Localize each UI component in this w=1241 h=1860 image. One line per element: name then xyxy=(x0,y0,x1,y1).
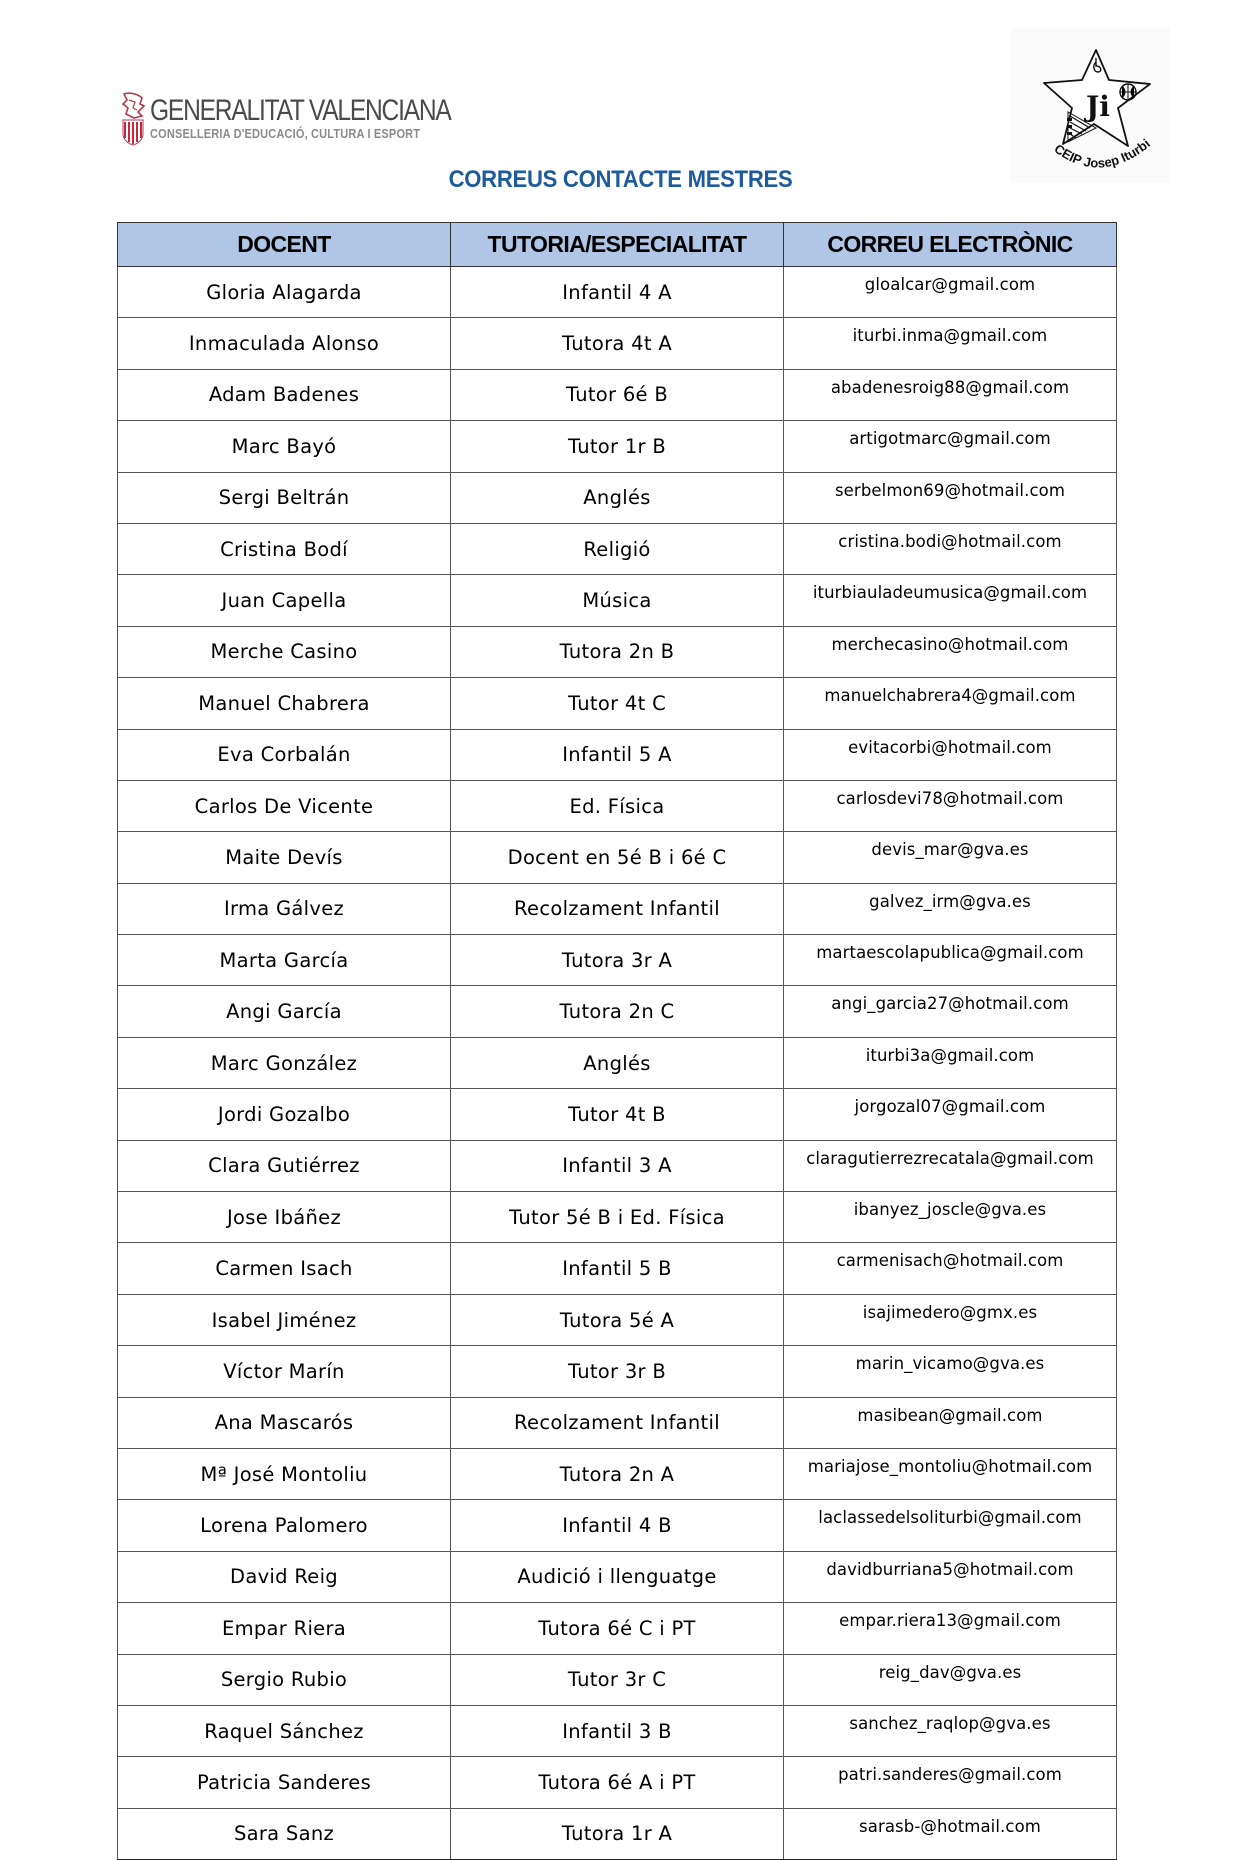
teacher-email[interactable]: gloalcar@gmail.com xyxy=(784,267,1117,318)
teacher-name: Jordi Gozalbo xyxy=(118,1089,451,1140)
table-row xyxy=(118,421,1117,472)
teacher-email[interactable]: artigotmarc@gmail.com xyxy=(784,421,1117,472)
teacher-email[interactable]: jorgozal07@gmail.com xyxy=(784,1089,1117,1140)
table-row xyxy=(118,1603,1117,1654)
teacher-name: David Reig xyxy=(118,1551,451,1602)
teacher-role: Ed. Física xyxy=(451,780,784,831)
column-header-correu: CORREU ELECTRÒNIC xyxy=(784,223,1117,267)
school-name: CEIP Josep Iturbi xyxy=(1051,135,1153,171)
teacher-role: Recolzament Infantil xyxy=(451,1397,784,1448)
teacher-role: Tutor 3r B xyxy=(451,1346,784,1397)
generalitat-logo xyxy=(120,92,451,148)
teacher-email[interactable]: devis_mar@gva.es xyxy=(784,832,1117,883)
teacher-role: Tutora 4t A xyxy=(451,318,784,369)
teacher-name: Víctor Marín xyxy=(118,1346,451,1397)
teacher-role: Religió xyxy=(451,523,784,574)
teacher-name: Lorena Palomero xyxy=(118,1500,451,1551)
teacher-role: Tutor 4t B xyxy=(451,1089,784,1140)
teacher-role: Infantil 3 B xyxy=(451,1705,784,1756)
teacher-email[interactable]: angi_garcia27@hotmail.com xyxy=(784,986,1117,1037)
teacher-email[interactable]: galvez_irm@gva.es xyxy=(784,883,1117,934)
teacher-role: Docent en 5é B i 6é C xyxy=(451,832,784,883)
teacher-role: Infantil 5 A xyxy=(451,729,784,780)
teacher-email[interactable]: sarasb-@hotmail.com xyxy=(784,1808,1117,1859)
teacher-email[interactable]: carlosdevi78@hotmail.com xyxy=(784,780,1117,831)
page-title: CORREUS CONTACTE MESTRES xyxy=(448,166,793,193)
table-row xyxy=(118,1808,1117,1859)
org-subtitle: CONSELLERIA D'EDUCACIÓ, CULTURA I ESPORT xyxy=(150,127,421,141)
table-row xyxy=(118,935,1117,986)
table-row xyxy=(118,780,1117,831)
table-row xyxy=(118,472,1117,523)
teacher-name: Carmen Isach xyxy=(118,1243,451,1294)
teacher-email[interactable]: ibanyez_joscle@gva.es xyxy=(784,1192,1117,1243)
teacher-name: Ana Mascarós xyxy=(118,1397,451,1448)
teacher-name: Mª José Montoliu xyxy=(118,1448,451,1499)
teacher-email[interactable]: isajimedero@gmx.es xyxy=(784,1294,1117,1345)
teacher-role: Tutora 2n A xyxy=(451,1448,784,1499)
org-name: GENERALITAT VALENCIANA xyxy=(150,94,451,127)
teacher-email[interactable]: serbelmon69@hotmail.com xyxy=(784,472,1117,523)
table-row xyxy=(118,1140,1117,1191)
teacher-role: Tutor 6é B xyxy=(451,369,784,420)
teacher-role: Audició i llenguatge xyxy=(451,1551,784,1602)
table-row xyxy=(118,369,1117,420)
teacher-email[interactable]: reig_dav@gva.es xyxy=(784,1654,1117,1705)
teacher-role: Música xyxy=(451,575,784,626)
teacher-name: Sergi Beltrán xyxy=(118,472,451,523)
table-row xyxy=(118,267,1117,318)
table-row xyxy=(118,883,1117,934)
school-monogram: Ji xyxy=(1086,90,1110,123)
teacher-name: Cristina Bodí xyxy=(118,523,451,574)
table-header-row xyxy=(118,223,1117,267)
table-row xyxy=(118,986,1117,1037)
teacher-role: Tutora 1r A xyxy=(451,1808,784,1859)
table-row xyxy=(118,1705,1117,1756)
teacher-role: Anglés xyxy=(451,1037,784,1088)
table-row xyxy=(118,1551,1117,1602)
teacher-role: Tutor 1r B xyxy=(451,421,784,472)
teacher-email[interactable]: evitacorbi@hotmail.com xyxy=(784,729,1117,780)
teacher-email[interactable]: claragutierrezrecatala@gmail.com xyxy=(784,1140,1117,1191)
crest-icon xyxy=(120,92,146,146)
table-row xyxy=(118,575,1117,626)
school-logo xyxy=(1010,28,1170,183)
teacher-email[interactable]: patri.sanderes@gmail.com xyxy=(784,1757,1117,1808)
table-row xyxy=(118,729,1117,780)
table-row xyxy=(118,1192,1117,1243)
table-row xyxy=(118,832,1117,883)
teacher-name: Eva Corbalán xyxy=(118,729,451,780)
teacher-name: Merche Casino xyxy=(118,626,451,677)
teacher-role: Tutora 2n B xyxy=(451,626,784,677)
teacher-name: Empar Riera xyxy=(118,1603,451,1654)
table-row xyxy=(118,678,1117,729)
teacher-name: Maite Devís xyxy=(118,832,451,883)
teacher-email[interactable]: merchecasino@hotmail.com xyxy=(784,626,1117,677)
table-row xyxy=(118,1654,1117,1705)
table-row xyxy=(118,1089,1117,1140)
teacher-name: Carlos De Vicente xyxy=(118,780,451,831)
table-row xyxy=(118,1448,1117,1499)
teacher-role: Anglés xyxy=(451,472,784,523)
table-row xyxy=(118,318,1117,369)
teacher-role: Infantil 4 B xyxy=(451,1500,784,1551)
teacher-role: Tutor 4t C xyxy=(451,678,784,729)
table-row xyxy=(118,1243,1117,1294)
teacher-role: Tutora 2n C xyxy=(451,986,784,1037)
teacher-name: Sara Sanz xyxy=(118,1808,451,1859)
teacher-role: Tutora 5é A xyxy=(451,1294,784,1345)
teacher-email[interactable]: abadenesroig88@gmail.com xyxy=(784,369,1117,420)
table-row xyxy=(118,1037,1117,1088)
teacher-email[interactable]: manuelchabrera4@gmail.com xyxy=(784,678,1117,729)
teacher-role: Infantil 5 B xyxy=(451,1243,784,1294)
teacher-role: Recolzament Infantil xyxy=(451,883,784,934)
teacher-name: Raquel Sánchez xyxy=(118,1705,451,1756)
contacts-table xyxy=(117,222,1117,1860)
column-header-docent: DOCENT xyxy=(118,223,451,267)
table-row xyxy=(118,523,1117,574)
table-row xyxy=(118,1500,1117,1551)
teacher-email[interactable]: iturbi3a@gmail.com xyxy=(784,1037,1117,1088)
teacher-name: Jose Ibáñez xyxy=(118,1192,451,1243)
teacher-role: Tutora 3r A xyxy=(451,935,784,986)
teacher-name: Isabel Jiménez xyxy=(118,1294,451,1345)
star-emblem-icon xyxy=(1010,28,1170,183)
teacher-name: Angi García xyxy=(118,986,451,1037)
teacher-name: Sergio Rubio xyxy=(118,1654,451,1705)
teacher-email[interactable]: iturbi.inma@gmail.com xyxy=(784,318,1117,369)
teacher-name: Gloria Alagarda xyxy=(118,267,451,318)
teacher-email[interactable]: marin_vicamo@gva.es xyxy=(784,1346,1117,1397)
teacher-role: Tutor 3r C xyxy=(451,1654,784,1705)
teacher-email[interactable]: iturbiauladeumusica@gmail.com xyxy=(784,575,1117,626)
teacher-email[interactable]: cristina.bodi@hotmail.com xyxy=(784,523,1117,574)
table-row xyxy=(118,1757,1117,1808)
teacher-role: Tutora 6é C i PT xyxy=(451,1603,784,1654)
teacher-email[interactable]: martaescolapublica@gmail.com xyxy=(784,935,1117,986)
teacher-name: Marc Bayó xyxy=(118,421,451,472)
teacher-role: Infantil 4 A xyxy=(451,267,784,318)
teacher-name: Manuel Chabrera xyxy=(118,678,451,729)
teacher-role: Tutor 5é B i Ed. Física xyxy=(451,1192,784,1243)
teacher-name: Marta García xyxy=(118,935,451,986)
teacher-role: Tutora 6é A i PT xyxy=(451,1757,784,1808)
table-row xyxy=(118,626,1117,677)
teacher-email[interactable]: davidburriana5@hotmail.com xyxy=(784,1551,1117,1602)
teacher-name: Inmaculada Alonso xyxy=(118,318,451,369)
teacher-name: Irma Gálvez xyxy=(118,883,451,934)
column-header-tutoria: TUTORIA/ESPECIALITAT xyxy=(451,223,784,267)
teacher-name: Clara Gutiérrez xyxy=(118,1140,451,1191)
teacher-email[interactable]: mariajose_montoliu@hotmail.com xyxy=(784,1448,1117,1499)
teacher-name: Adam Badenes xyxy=(118,369,451,420)
teacher-email[interactable]: masibean@gmail.com xyxy=(784,1397,1117,1448)
table-row xyxy=(118,1294,1117,1345)
teacher-name: Juan Capella xyxy=(118,575,451,626)
table-row xyxy=(118,1397,1117,1448)
teacher-name: Marc González xyxy=(118,1037,451,1088)
teacher-email[interactable]: empar.riera13@gmail.com xyxy=(784,1603,1117,1654)
teacher-email[interactable]: sanchez_raqlop@gva.es xyxy=(784,1705,1117,1756)
teacher-role: Infantil 3 A xyxy=(451,1140,784,1191)
teacher-email[interactable]: laclassedelsoliturbi@gmail.com xyxy=(784,1500,1117,1551)
teacher-name: Patricia Sanderes xyxy=(118,1757,451,1808)
table-row xyxy=(118,1346,1117,1397)
teacher-email[interactable]: carmenisach@hotmail.com xyxy=(784,1243,1117,1294)
